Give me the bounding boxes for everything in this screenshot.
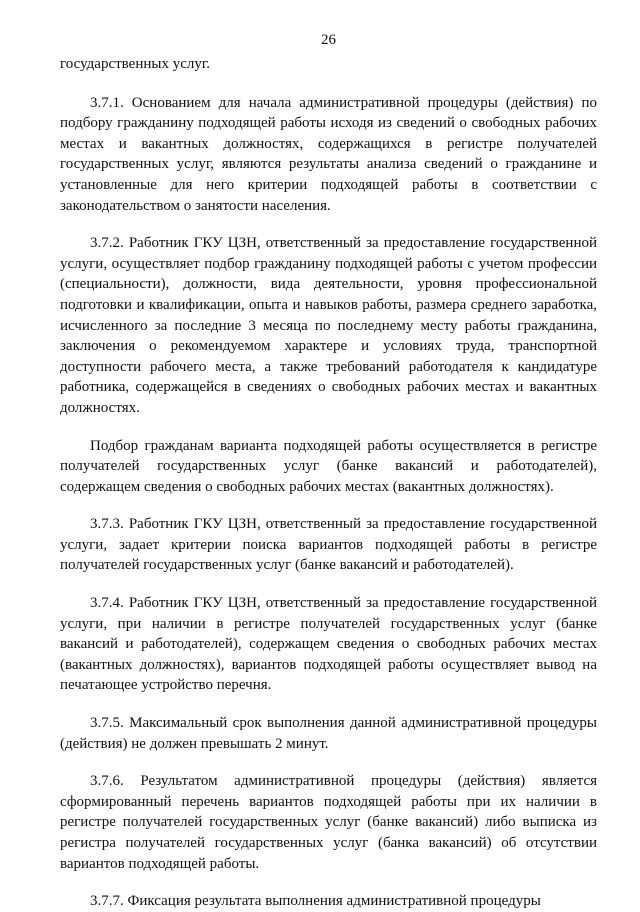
paragraph-3-7-2: 3.7.2. Работник ГКУ ЦЗН, ответственный за предоставление государственной услуги, осуществляет подбор гражданину подходящей работы с учетом профессии (специальности), должности, вида деятельности, уровня профессиональной подготовки и квалификации, опыта и навыков работы, размера среднего заработка, исчисленного за последние 3 месяца по последнему месту работы гражданина, заключения о рекомендуемом характере и условиях труда, транспортной доступности рабочего места, а также требований работодателя к кандидатуре работника, содержащейся в сведениях о свободных рабочих местах и вакантных должностях. — [60, 235, 597, 416]
paragraph-continuation: государственных услуг. — [60, 56, 211, 72]
page-number: 26 — [321, 32, 336, 48]
paragraph-3-7-3: 3.7.3. Работник ГКУ ЦЗН, ответственный за предоставление государственной услуги, задает критерии поиска вариантов подходящей работы в регистре получателей государственных услуг (банке вакансий и работодателей). — [60, 516, 597, 574]
paragraph-selection: Подбор гражданам варианта подходящей работы осуществляется в регистре получателей государственных услуг (банке вакансий и работодателей), содержащем сведения о свободных рабочих местах (вакантных должностях). — [60, 437, 597, 495]
paragraph-3-7-7: 3.7.7. Фиксация результата выполнения административной процедуры — [90, 893, 541, 910]
paragraph-3-7-1: 3.7.1. Основанием для начала административной процедуры (действия) по подбору гражданину подходящей работы исходя из сведений о свободных рабочих местах и вакантных должностях, содержащихся в регистре получателей государственных услуг, являются результаты анализа сведений о гражданине и установленные для него критерии подходящей работы в соответствии с законодательством о занятости населения. — [60, 94, 597, 214]
paragraph-3-7-5: 3.7.5. Максимальный срок выполнения данной административной процедуры (действия) не должен превышать 2 минут. — [60, 715, 597, 752]
document-page — [60, 30, 597, 912]
paragraph-3-7-6: 3.7.6. Результатом административной процедуры (действия) является сформированный перечень вариантов подходящей работы при их наличии в регистре получателей государственных услуг (банке вакансий) либо выписка из регистра получателей государственных услуг (банка вакансий) об отсутствии вариантов подходящей работы. — [60, 773, 597, 872]
paragraph-3-7-4: 3.7.4. Работник ГКУ ЦЗН, ответственный за предоставление государственной услуги, при наличии в регистре получателей государственных услуг (банке вакансий и работодателей), содержащем сведения о свободных рабочих местах (вакантных должностях), вариантов подходящей работы осуществляет вывод на печатающее устройство перечня. — [60, 595, 597, 694]
